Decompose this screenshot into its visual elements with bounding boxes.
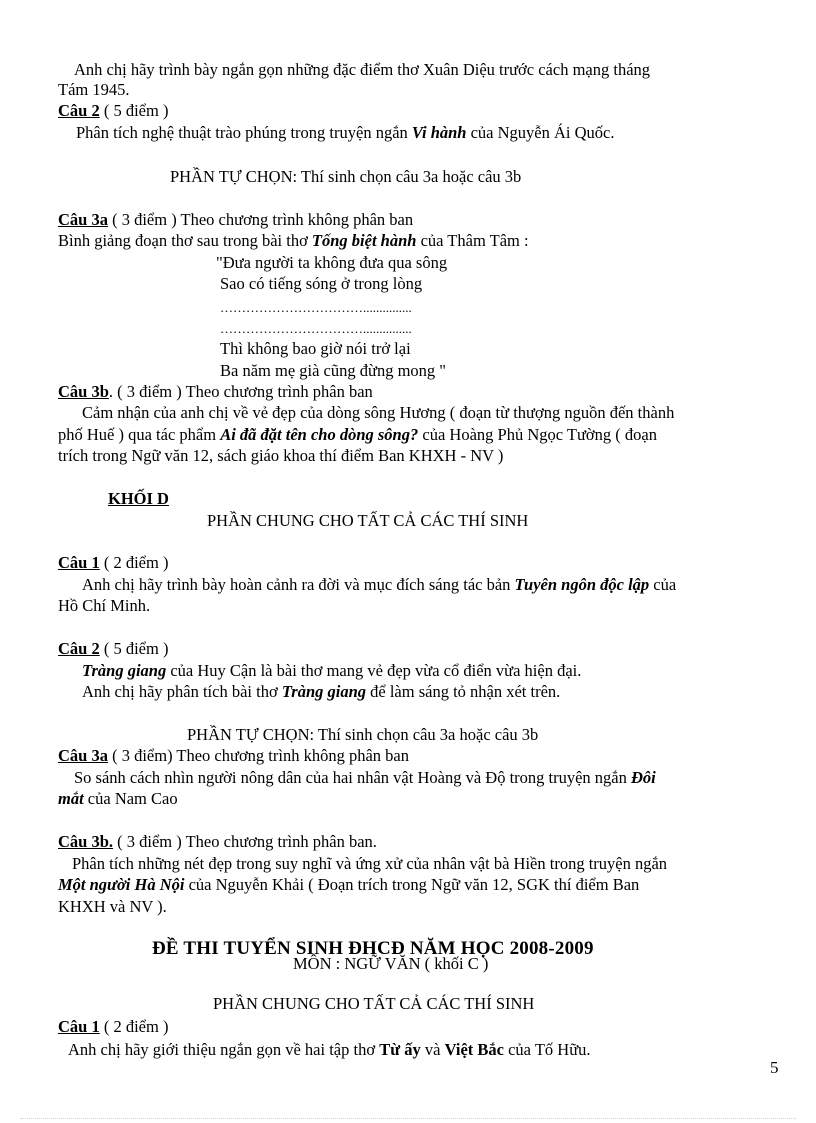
question-3a-line-2	[58, 789, 178, 809]
question-label: Câu 3a	[58, 210, 108, 229]
intro-line-1: Anh chị hãy trình bày ngắn gọn những đặc điểm thơ Xuân Diệu trước cách mạng tháng	[74, 60, 651, 79]
question-1-heading	[58, 1017, 168, 1037]
question-2-text	[76, 123, 615, 143]
question-label: Câu 1	[58, 553, 100, 572]
question-2-heading	[58, 101, 168, 121]
question-2-heading	[58, 639, 168, 659]
work-title: Vi hành	[411, 123, 467, 142]
question-3b-line-3: KHXH và NV ).	[58, 897, 167, 916]
page-edge-divider	[20, 1118, 796, 1119]
work-title: Tràng giang	[82, 661, 167, 680]
common-part-heading: PHẦN CHUNG CHO TẤT CẢ CÁC THÍ SINH	[207, 511, 529, 530]
text-run: của Huy Cận là bài thơ mang vẻ đẹp vừa cổ điển vừa hiện đại.	[166, 661, 582, 680]
work-title: Từ ấy	[379, 1040, 421, 1059]
subject-line: MÔN : NGỮ VĂN ( khối C )	[293, 954, 489, 973]
question-label: Câu 2	[58, 639, 100, 658]
question-rest: . ( 3 điểm ) Theo chương trình phân ban	[108, 382, 373, 401]
question-3b-line-3: trích trong Ngữ văn 12, sách giáo khoa thí điểm Ban KHXH - NV )	[58, 446, 504, 465]
work-title: Ai đã đặt tên cho dòng sông?	[220, 425, 419, 444]
question-label: Câu 3b	[58, 382, 109, 401]
text-run: Anh chị hãy trình bày hoàn cảnh ra đời và mục đích sáng tác bản	[82, 575, 515, 594]
work-title: mắt	[58, 789, 84, 808]
question-label: Câu 2	[58, 101, 100, 120]
question-3b-line-1: Phân tích những nét đẹp trong suy nghĩ và ứng xử của nhân vật bà Hiền trong truyện ngắn	[72, 854, 668, 873]
poem-line: Ba năm mẹ già cũng đừng mong "	[220, 361, 447, 380]
question-points: ( 5 điểm )	[99, 639, 169, 658]
question-3b-line-2	[58, 875, 639, 895]
text-run: Anh chị hãy phân tích bài thơ	[82, 682, 282, 701]
text-run: Bình giảng đoạn thơ sau trong bài thơ	[58, 231, 312, 250]
question-2-line-1	[82, 661, 581, 681]
elective-heading: PHẦN TỰ CHỌN: Thí sinh chọn câu 3a hoặc câu 3b	[170, 167, 522, 186]
text-run: để làm sáng tỏ nhận xét trên.	[366, 682, 561, 701]
poem-line: Sao có tiếng sóng ở trong lòng	[220, 274, 423, 293]
question-3b-line-1: Cảm nhận của anh chị về vẻ đẹp của dòng sông Hương ( đoạn từ thượng nguồn đến thành	[82, 403, 675, 422]
question-1-text	[68, 1040, 591, 1060]
elective-heading: PHẦN TỰ CHỌN: Thí sinh chọn câu 3a hoặc câu 3b	[187, 725, 539, 744]
work-title: Tống biệt hành	[311, 231, 417, 250]
text-run: So sánh cách nhìn người nông dân của hai nhân vật Hoàng và Độ trong truyện ngắn	[74, 768, 631, 787]
text-run: của Hoàng Phủ Ngọc Tường ( đoạn	[418, 425, 657, 444]
work-title: Đôi	[631, 768, 656, 787]
page-number: 5	[770, 1058, 779, 1077]
intro-line-2: Tám 1945.	[58, 80, 130, 99]
question-3b-heading	[58, 382, 373, 402]
text-run: của	[649, 575, 677, 594]
question-label: Câu 3a	[58, 746, 108, 765]
text-run: của Thâm Tâm :	[416, 231, 529, 250]
text-run: của Nguyễn Ái Quốc.	[466, 123, 615, 142]
question-label: Câu 1	[58, 1017, 100, 1036]
poem-line: "Đưa người ta không đưa qua sông	[216, 253, 448, 272]
question-1-line-2: Hồ Chí Minh.	[58, 596, 151, 615]
question-rest: ( 3 điểm ) Theo chương trình phân ban.	[113, 832, 377, 851]
question-rest: ( 3 điểm) Theo chương trình không phân ban	[107, 746, 409, 765]
work-title: Việt Bắc	[444, 1040, 504, 1059]
question-points: ( 2 điểm )	[99, 553, 169, 572]
work-title: Tuyên ngôn độc lập	[514, 575, 650, 594]
text-run: và	[420, 1040, 445, 1059]
question-1-heading	[58, 553, 168, 573]
question-3a-heading	[58, 210, 413, 230]
question-points: ( 5 điểm )	[99, 101, 169, 120]
section-heading-khoi-d: KHỐI D	[108, 489, 169, 508]
poem-ellipsis: ……………………………...............	[220, 300, 412, 315]
question-3a-heading	[58, 746, 409, 766]
exam-title: ĐỀ THI TUYỂN SINH ĐHCĐ NĂM HỌC 2008-2009	[152, 938, 594, 959]
question-1-line-1	[82, 575, 676, 595]
question-3b-heading	[58, 832, 377, 852]
work-title: Một người Hà Nội	[58, 875, 185, 894]
question-label: Câu 3b.	[58, 832, 114, 851]
poem-ellipsis: ……………………………...............	[220, 321, 412, 336]
text-run: của Nguyễn Khải ( Đoạn trích trong Ngữ văn 12, SGK thí điểm Ban	[184, 875, 640, 894]
question-points: ( 2 điểm )	[99, 1017, 169, 1036]
text-run: của Tố Hữu.	[503, 1040, 591, 1059]
poem-line: Thì không bao giờ nói trở lại	[220, 339, 411, 358]
text-run: của Nam Cao	[83, 789, 178, 808]
text-run: phố Huế ) qua tác phẩm	[58, 425, 221, 444]
question-3a-line-1	[74, 768, 656, 788]
text-run: Anh chị hãy giới thiệu ngắn gọn về hai tập thơ	[68, 1040, 380, 1059]
question-2-line-2	[82, 682, 560, 702]
question-3a-text	[58, 231, 529, 251]
text-run: Phân tích nghệ thuật trào phúng trong truyện ngắn	[76, 123, 412, 142]
question-rest: ( 3 điểm ) Theo chương trình không phân ban	[107, 210, 414, 229]
work-title: Tràng giang	[281, 682, 367, 701]
common-part-heading: PHẦN CHUNG CHO TẤT CẢ CÁC THÍ SINH	[213, 994, 535, 1013]
question-3b-line-2	[58, 425, 657, 445]
